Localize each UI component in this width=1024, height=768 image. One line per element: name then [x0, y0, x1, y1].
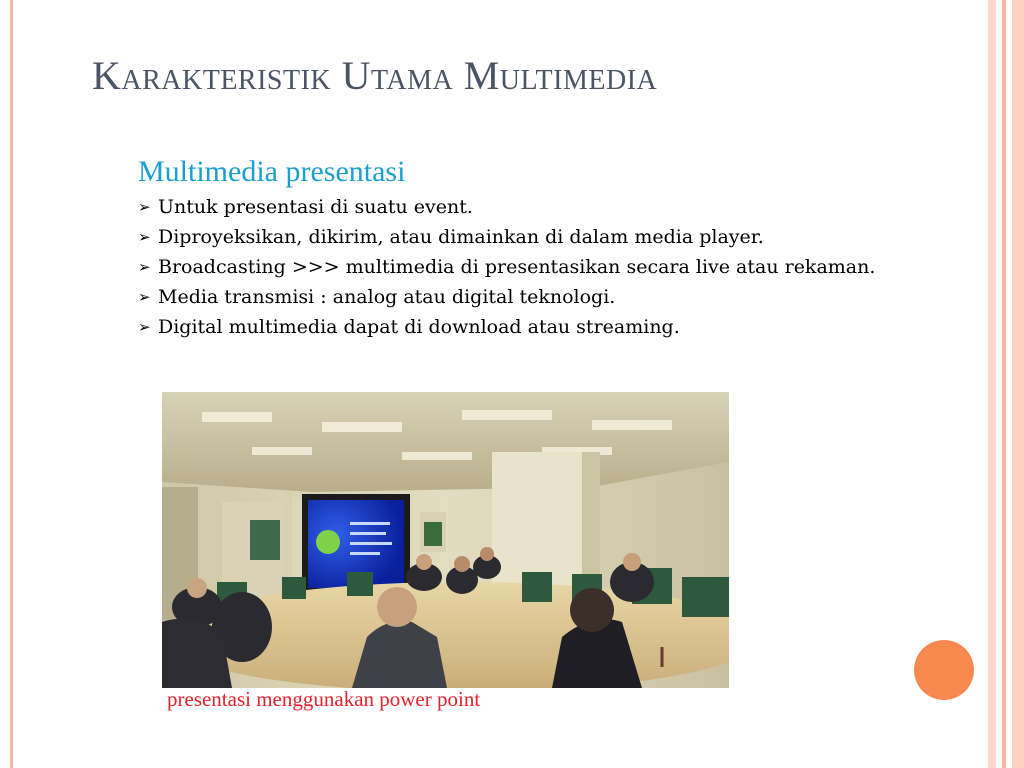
bullet-item: [138, 312, 938, 342]
arrowhead-bullet-icon: ➢: [138, 228, 151, 246]
bullet-text: Digital multimedia dapat di download atau streaming.: [158, 316, 680, 338]
meeting-room-illustration: [162, 392, 729, 688]
arrowhead-bullet-icon: ➢: [138, 288, 151, 306]
slide-content: [138, 154, 938, 342]
bullet-text: Untuk presentasi di suatu event.: [158, 196, 473, 218]
arrowhead-bullet-icon: ➢: [138, 318, 151, 336]
bullet-item: [138, 252, 928, 282]
left-border-line: [10, 0, 13, 768]
bullet-item: [138, 222, 938, 252]
slide-subtitle: Multimedia presentasi: [138, 155, 406, 188]
bullet-text: Diproyeksikan, dikirim, atau dimainkan di dalam media player.: [158, 226, 764, 248]
right-decorative-stripes: [988, 0, 1024, 768]
photo-caption: presentasi menggunakan power point: [167, 687, 481, 711]
arrowhead-bullet-icon: ➢: [138, 198, 151, 216]
bullet-item: [138, 282, 938, 312]
conference-room-photo: [162, 392, 729, 688]
decorative-circle: [914, 640, 974, 700]
bullet-text: Media transmisi : analog atau digital teknologi.: [158, 286, 616, 308]
slide-title: Karakteristik Utama Multimedia: [92, 53, 658, 98]
arrowhead-bullet-icon: ➢: [138, 258, 151, 276]
bullet-item: [138, 192, 938, 222]
bullet-text: Broadcasting >>> multimedia di presentasikan secara live atau rekaman.: [158, 256, 876, 278]
